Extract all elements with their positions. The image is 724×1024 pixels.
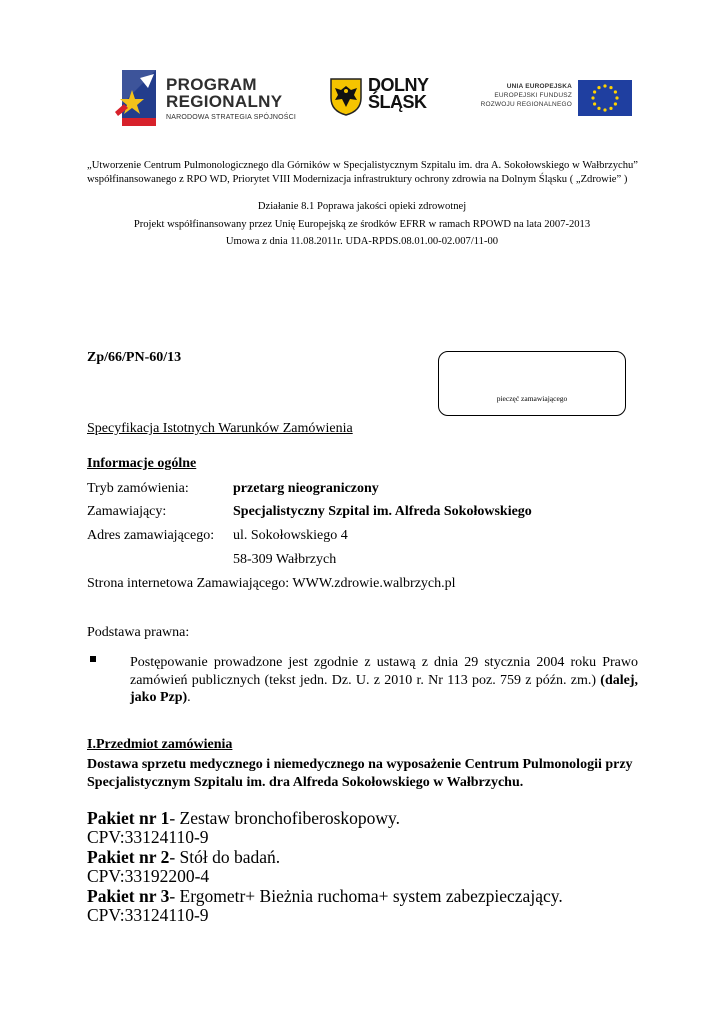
eu-line2: EUROPEJSKI FUNDUSZ [494, 92, 572, 99]
package-1-title [87, 808, 400, 828]
dolny-slask-line2: ŚLĄSK [368, 92, 427, 112]
general-info-heading: Informacje ogólne [87, 456, 197, 471]
mode-value: przetarg nieograniczony [233, 481, 379, 496]
legal-basis-heading: Podstawa prawna: [87, 625, 190, 640]
project-contract: Umowa z dnia 11.08.2011r. UDA-RPDS.08.01.00-02.007/11-00 [225, 236, 499, 247]
package-2-title [87, 847, 280, 867]
mode-label: Tryb zamówienia: [87, 481, 189, 496]
eu-line1: UNIA EUROPEJSKA [506, 83, 572, 90]
address-label: Adres zamawiającego: [87, 528, 215, 543]
legal-basis-body: Postępowanie prowadzone jest zgodnie z ustawą z dnia 29 stycznia 2004 roku Prawo zamówień publicznych (tekst jedn. Dz. U. z 2010 r. Nr 113 poz. 759 z późn. zm.) [130, 655, 638, 688]
coat-of-arms-icon [330, 78, 362, 116]
package-3-name: - Ergometr+ Bieżnia ruchoma+ system zabezpieczający. [169, 886, 563, 906]
address-line1: ul. Sokołowskiego 4 [233, 528, 348, 543]
legal-basis-emphasis: (dalej, jako Pzp) [130, 672, 638, 705]
buyer-value: Specjalistyczny Szpital im. Alfreda Sokołowskiego [233, 504, 532, 519]
program-regionalny-star-icon [114, 70, 162, 128]
program-regionalny-logo [114, 70, 304, 130]
reference-number: Zp/66/PN-60/13 [87, 350, 182, 365]
project-action: Działanie 8.1 Poprawa jakości opieki zdrowotnej [257, 201, 467, 212]
package-1-name: - Zestaw bronchofiberoskopowy. [169, 808, 401, 828]
buyer-label: Zamawiający: [87, 504, 167, 519]
document-title: Specyfikacja Istotnych Warunków Zamówienia [87, 421, 353, 436]
package-3-title [87, 886, 563, 906]
package-2-label: Pakiet nr 2 [87, 847, 170, 867]
website-line: Strona internetowa Zamawiającego: WWW.zdrowie.walbrzych.pl [87, 576, 456, 591]
package-1-label: Pakiet nr 1 [87, 808, 170, 828]
stamp-box [438, 351, 626, 416]
subject-description: Dostawa sprzetu medycznego i niemedycznego na wyposażenie Centrum Pulmonologii przy Specjalistycznym Szpitalu im. dra Alfreda Sokołowskiego w Wałbrzychu. [87, 757, 633, 790]
program-subtitle: NARODOWA STRATEGIA SPÓJNOŚCI [166, 114, 297, 121]
stamp-label: pieczęć zamawiającego [496, 394, 568, 403]
legal-basis-text [130, 654, 638, 707]
project-description: „Utworzenie Centrum Pulmonologicznego dla Górników w Specjalistycznym Szpitalu im. dra A. Sokołowskiego w Wałbrzychu” współfinansowanego z RPO WD, Priorytet VIII Modernizacja infrastruktury ochrony zdrowia na Dolnym Śląsku ( „Zdrowie” ) [87, 160, 638, 185]
package-3-cpv: CPV:33124110-9 [87, 905, 209, 925]
eu-line3: ROZWOJU REGIONALNEGO [480, 101, 572, 108]
legal-basis-end: . [187, 690, 191, 705]
eu-logo [480, 78, 632, 118]
dolny-slask-line1: DOLNY [368, 75, 429, 95]
dolny-slask-logo [330, 76, 445, 120]
bullet-icon [90, 656, 96, 662]
package-3-label: Pakiet nr 3 [87, 886, 170, 906]
program-title-line1: PROGRAM [166, 75, 257, 94]
subject-heading: I.Przedmiot zamówienia [87, 737, 233, 752]
program-title-line2: REGIONALNY [166, 92, 283, 111]
package-2-name: - Stół do badań. [169, 847, 281, 867]
package-1-cpv: CPV:33124110-9 [87, 827, 209, 847]
eu-flag-icon [578, 80, 632, 116]
project-funding: Projekt współfinansowany przez Unię Europejską ze środków EFRR w ramach RPOWD na lata 2007-2013 [133, 219, 591, 230]
address-line2: 58-309 Wałbrzych [233, 552, 337, 567]
package-2-cpv: CPV:33192200-4 [87, 866, 210, 886]
